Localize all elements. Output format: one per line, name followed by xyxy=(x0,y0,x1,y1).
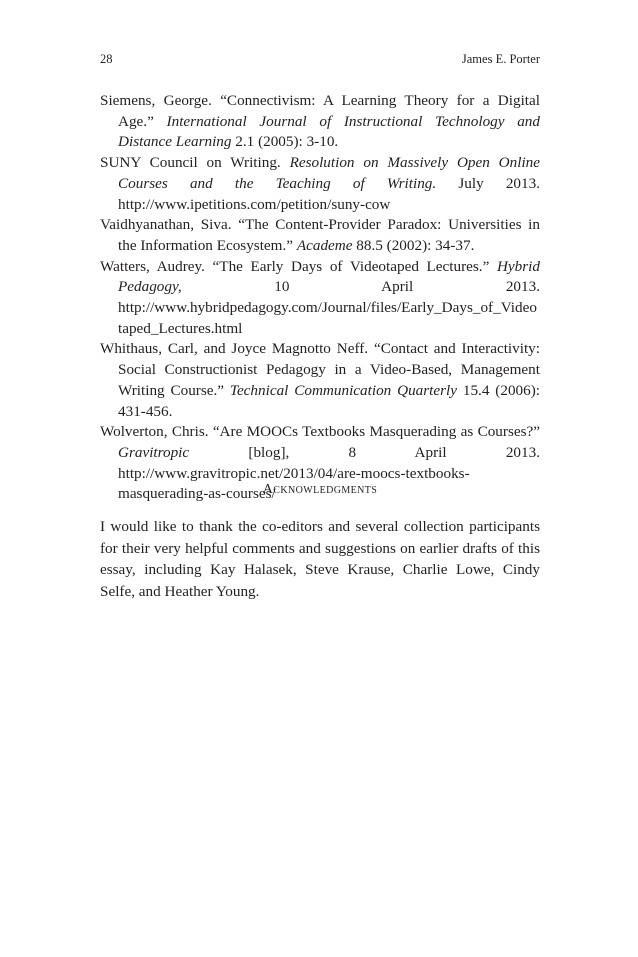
reference-details: [blog], 8 April 2013. http://www.gravitropic.net/2013/04/are-moocs-textbooks-masquerading-as-courses/ xyxy=(118,443,540,503)
reference-source-title: Academe xyxy=(296,236,353,254)
running-head xyxy=(100,52,540,70)
page-number: 28 xyxy=(100,52,113,66)
reference-details: 88.5 (2002): 34-37. xyxy=(352,236,475,254)
reference-entry xyxy=(100,91,540,153)
reference-entry xyxy=(100,257,540,340)
reference-entry xyxy=(100,153,540,215)
reference-details: July 2013. http://www.ipetitions.com/petition/suny-cow xyxy=(118,174,540,213)
reference-text: Watters, Audrey. “The Early Days of Videotaped Lectures.” xyxy=(100,257,497,275)
reference-source-title: Technical Communication Quarterly xyxy=(229,381,458,399)
reference-source-title: International Journal of Instructional Technology and Distance Learning xyxy=(118,112,540,151)
reference-entry xyxy=(100,339,540,422)
reference-text: Whithaus, Carl, and Joyce Magnotto Neff. “Contact and Interactivity: Social Constructionist Pedagogy in a Video-Based, Management Writing Course.” xyxy=(100,340,540,399)
reference-details: 15.4 (2006): 431-456. xyxy=(118,381,540,420)
reference-entry xyxy=(100,215,540,256)
reference-source-title: Resolution on Massively Open Online Courses and the Teaching of Writing. xyxy=(118,154,541,192)
reference-text: SUNY Council on Writing. xyxy=(100,154,290,172)
reference-text: Siemens, George. “Connectivism: A Learning Theory for a Digital Age.” xyxy=(100,92,540,130)
running-head-author: James E. Porter xyxy=(461,52,540,66)
reference-source-title: Gravitropic xyxy=(118,443,190,461)
reference-details: 10 April 2013. http://www.hybridpedagogy.com/Journal/files/Early_Days_of_Videotaped_Lectures.html xyxy=(118,278,540,337)
reference-text: Vaidhyanathan, Siva. “The Content-Provider Paradox: Universities in the Information Ecosystem.” xyxy=(100,216,540,254)
works-cited-list xyxy=(100,91,540,505)
reference-details: 2.1 (2005): 3-10. xyxy=(231,133,339,151)
acknowledgments-paragraph: I would like to thank the co-editors and several collection participants for their very helpful comments and suggestions on earlier drafts of this essay, including Kay Halasek, Steve Krause, Charlie Lowe, Cindy Selfe, and Heather Young. xyxy=(100,518,540,600)
reference-text: Wolverton, Chris. “Are MOOCs Textbooks Masquerading as Courses?” xyxy=(100,423,540,441)
reference-source-title: Hybrid Pedagogy, xyxy=(118,257,540,296)
acknowledgments-heading: Acknowledgments xyxy=(262,482,378,497)
